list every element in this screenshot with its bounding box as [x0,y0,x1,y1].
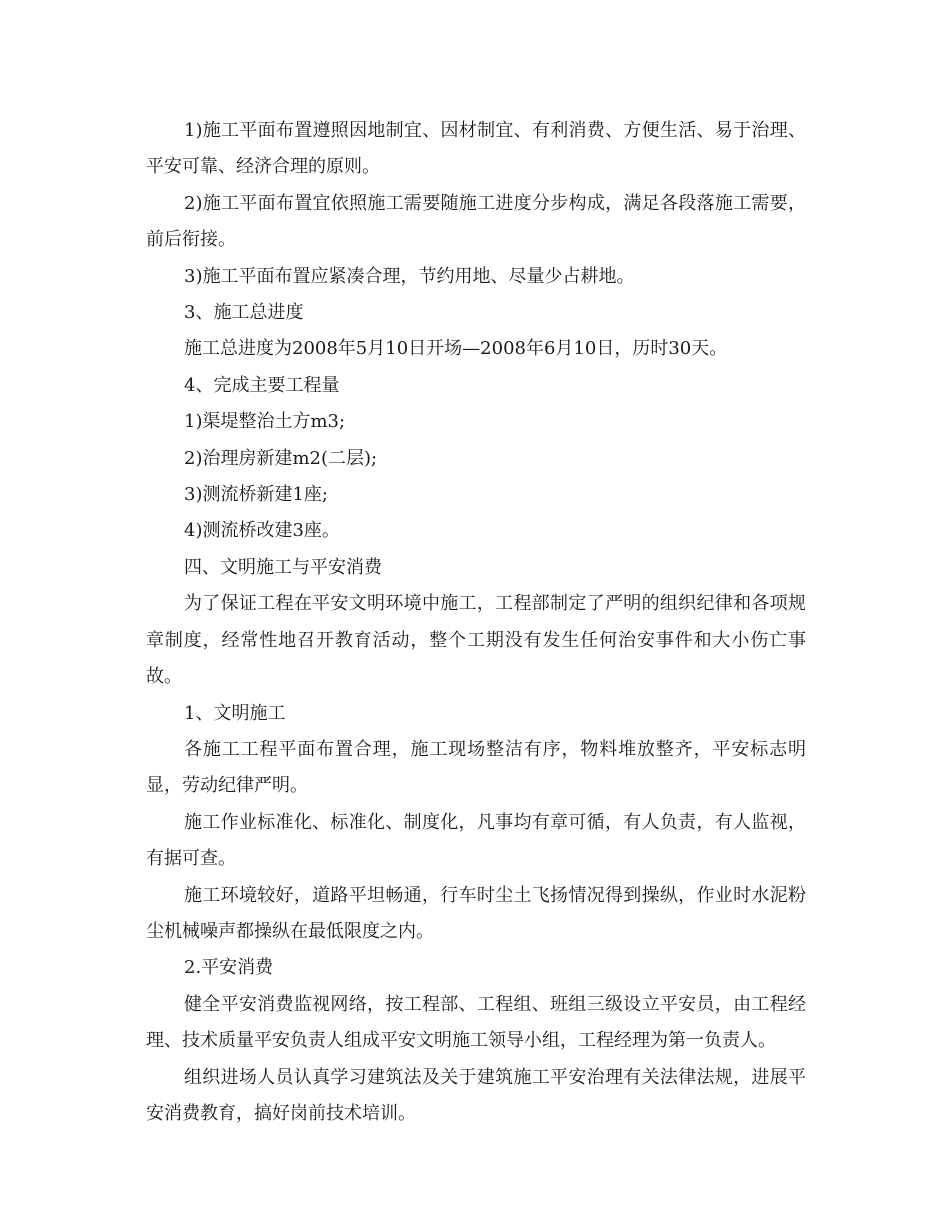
paragraph-layout-principle: 1)施工平面布置遵照因地制宜、因材制宜、有利消费、方便生活、易于治理、平安可靠、经济合理的原则。 [146,120,806,178]
heading-quantities: 4、完成主要工程量 [184,374,340,396]
heading-civilized-construction: 1、文明施工 [184,702,286,724]
paragraph-schedule: 施工总进度为2008年5月10日开场—2008年6月10日，历时30天。 [184,338,728,360]
list-item-earthwork: 1)渠堤整治土方m3; [184,411,346,433]
paragraph-safety-training: 组织进场人员认真学习建筑法及关于建筑施工平安治理有关法律法规，进展平安消费教育，搞好岗前技术培训。 [146,1066,806,1124]
document-body [146,113,806,1132]
paragraph-layout-compact: 3)施工平面布置应紧凑合理，节约用地、尽量少占耕地。 [184,265,635,287]
paragraph-site-order: 各施工工程平面布置合理，施工现场整洁有序，物料堆放整齐，平安标志明显，劳动纪律严明。 [146,738,806,797]
paragraph-layout-stages: 2)施工平面布置宜依照施工需要随施工进度分步构成，满足各段落施工需要，前后衔接。 [146,192,806,251]
paragraph-discipline: 为了保证工程在平安文明环境中施工，工程部制定了严明的组织纪律和各项规章制度，经常性地召开教育活动，整个工期没有发生任何治安事件和大小伤亡事故。 [146,593,806,688]
paragraph-standardization: 施工作业标准化、标准化、制度化，凡事均有章可循，有人负责，有人监视，有据可查。 [146,811,806,870]
heading-civilized-safe-production: 四、文明施工与平安消费 [184,556,382,578]
paragraph-environment: 施工环境较好，道路平坦畅通，行车时尘土飞扬情况得到操纵，作业时水泥粉尘机械噪声都操纵在最低限度之内。 [146,884,806,942]
heading-schedule: 3、施工总进度 [184,302,304,324]
paragraph-safety-network: 健全平安消费监视网络，按工程部、工程组、班组三级设立平安员，由工程经理、技术质量平安负责人组成平安文明施工领导小组，工程经理为第一负责人。 [146,993,806,1052]
list-item-management-building: 2)治理房新建m2(二层); [184,447,378,469]
list-item-rebuilt-bridge: 4)测流桥改建3座。 [184,520,340,542]
list-item-new-bridge: 3)测流桥新建1座; [184,484,328,506]
heading-safe-production: 2.平安消费 [184,957,274,979]
